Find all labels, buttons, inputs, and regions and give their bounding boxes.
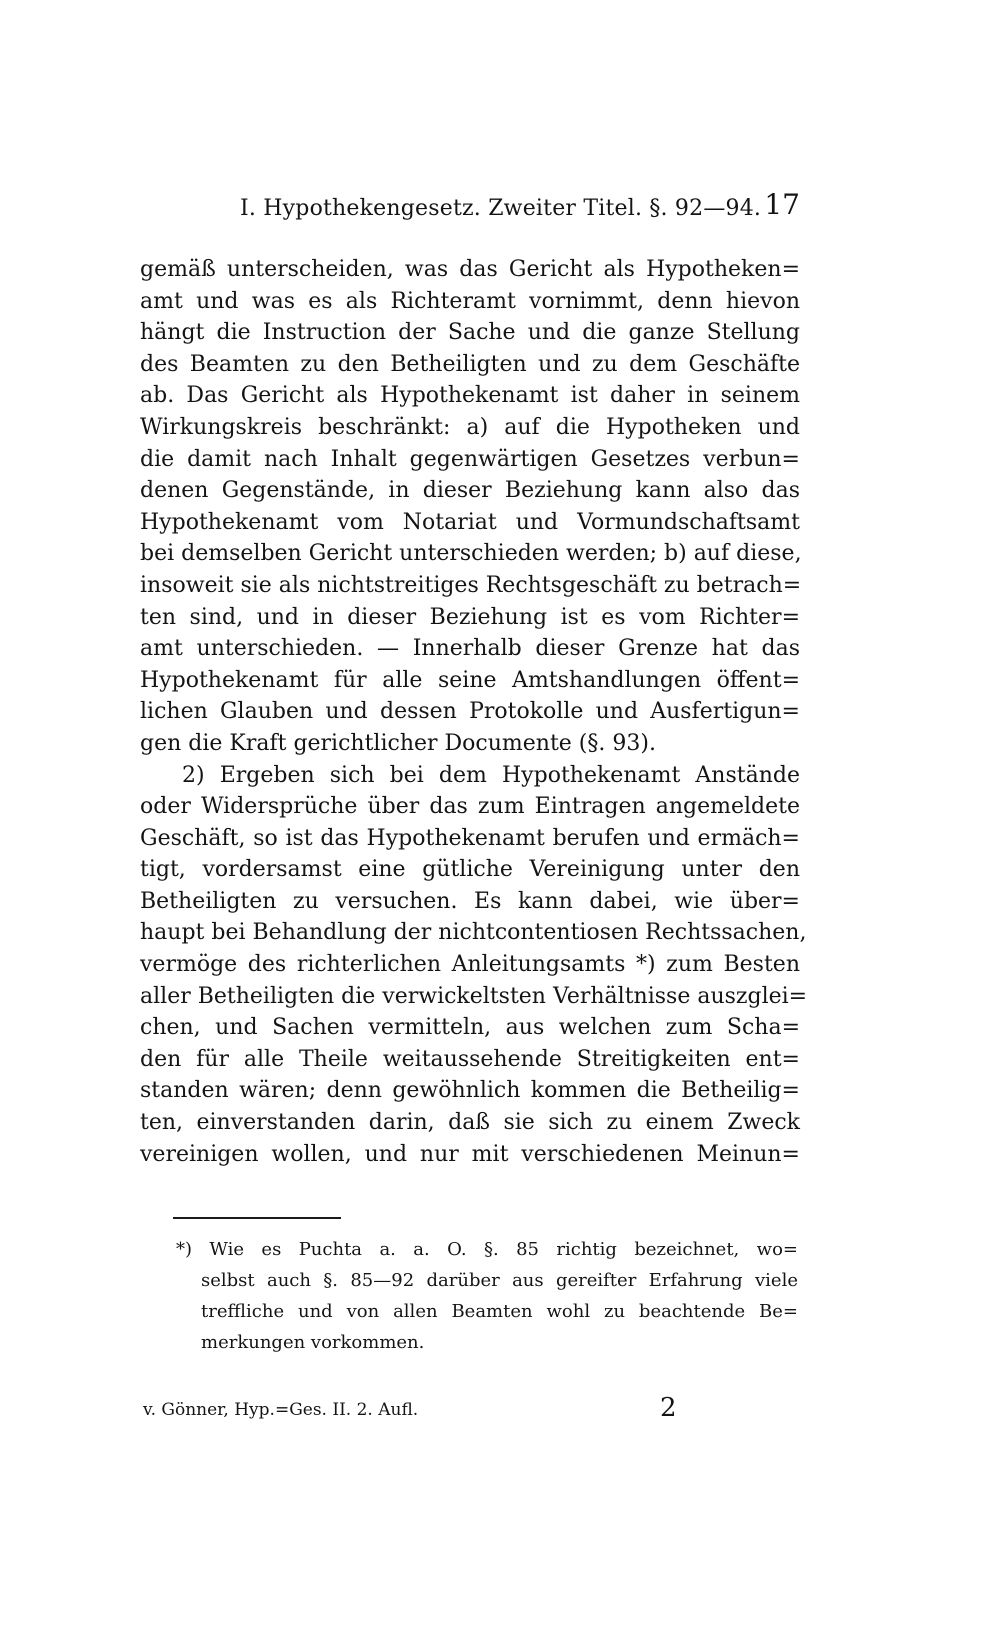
text-line: Hypothekenamt für alle seine Amtshandlungen öffent= — [140, 667, 800, 693]
running-head — [145, 188, 800, 224]
text-line: hängt die Instruction der Sache und die ganze Stellung — [140, 320, 800, 346]
text-line: standen wären; denn gewöhnlich kommen die Betheilig= — [140, 1078, 800, 1104]
text-line: denen Gegenstände, in dieser Beziehung kann also das — [140, 478, 800, 504]
text-line: ab. Das Gericht als Hypothekenamt ist daher in seinem — [140, 383, 800, 409]
text-line: amt und was es als Richteramt vornimmt, denn hievon — [140, 288, 800, 314]
footnote — [176, 1234, 798, 1358]
footnote-rule — [173, 1217, 341, 1219]
text-line: Betheiligten zu versuchen. Es kann dabei, wie über= — [140, 888, 800, 914]
footnote-line: *) Wie es Puchta a. a. O. §. 85 richtig bezeichnet, wo= — [176, 1239, 798, 1260]
footnote-line: selbst auch §. 85—92 darüber aus gereifter Erfahrung viele — [201, 1270, 798, 1291]
text-line: Geschäft, so ist das Hypothekenamt berufen und ermäch= — [140, 825, 800, 851]
signature-mark: 2 — [660, 1393, 677, 1423]
text-line: vereinigen wollen, und nur mit verschiedenen Meinun= — [140, 1141, 800, 1167]
text-line: lichen Glauben und dessen Protokolle und Ausfertigun= — [140, 699, 800, 725]
text-line: die damit nach Inhalt gegenwärtigen Gesetzes verbun= — [140, 446, 800, 472]
text-line: tigt, vordersamst eine gütliche Vereinigung unter den — [140, 857, 800, 883]
text-line: vermöge des richterlichen Anleitungsamts *) zum Besten — [140, 952, 800, 978]
body-text — [140, 254, 808, 1170]
running-title: I. Hypothekengesetz. Zweiter Titel. §. 92—94. — [240, 196, 762, 221]
text-line: den für alle Theile weitaussehende Streitigkeiten ent= — [140, 1046, 800, 1072]
text-line: insoweit sie als nichtstreitiges Rechtsgeschäft zu betrach= — [140, 572, 802, 598]
page-number: 17 — [764, 188, 800, 221]
text-line: gemäß unterscheiden, was das Gericht als Hypotheken= — [140, 257, 800, 282]
footnote-line: treffliche und von allen Beamten wohl zu beachtende Be= — [201, 1301, 798, 1322]
text-line: Hypothekenamt vom Notariat und Vormundschaftsamt — [140, 509, 800, 535]
footnote-line: merkungen vorkommen. — [201, 1332, 425, 1353]
text-line: gen die Kraft gerichtlicher Documente (§. 93). — [140, 730, 656, 756]
text-line: ten, einverstanden darin, daß sie sich zu einem Zweck — [140, 1110, 800, 1136]
paragraph-start-line: 2) Ergeben sich bei dem Hypothekenamt Anstände — [182, 762, 800, 788]
text-line: Wirkungskreis beschränkt: a) auf die Hypotheken und — [140, 414, 800, 440]
text-line: oder Widersprüche über das zum Eintragen angemeldete — [140, 794, 800, 820]
text-line: chen, und Sachen vermitteln, aus welchen zum Scha= — [140, 1015, 800, 1041]
text-line: ten sind, und in dieser Beziehung ist es vom Richter= — [140, 604, 800, 630]
text-line: bei demselben Gericht unterschieden werden; b) auf diese, — [140, 541, 802, 567]
text-line: amt unterschieden. — Innerhalb dieser Grenze hat das — [140, 636, 800, 662]
text-line: aller Betheiligten die verwickeltsten Verhältnisse auszglei= — [140, 983, 808, 1009]
text-line: des Beamten zu den Betheiligten und zu dem Geschäfte — [140, 351, 800, 377]
text-line: haupt bei Behandlung der nichtcontentiosen Rechtssachen, — [140, 920, 807, 946]
printer-signature: v. Gönner, Hyp.=Ges. II. 2. Aufl. — [143, 1400, 419, 1420]
